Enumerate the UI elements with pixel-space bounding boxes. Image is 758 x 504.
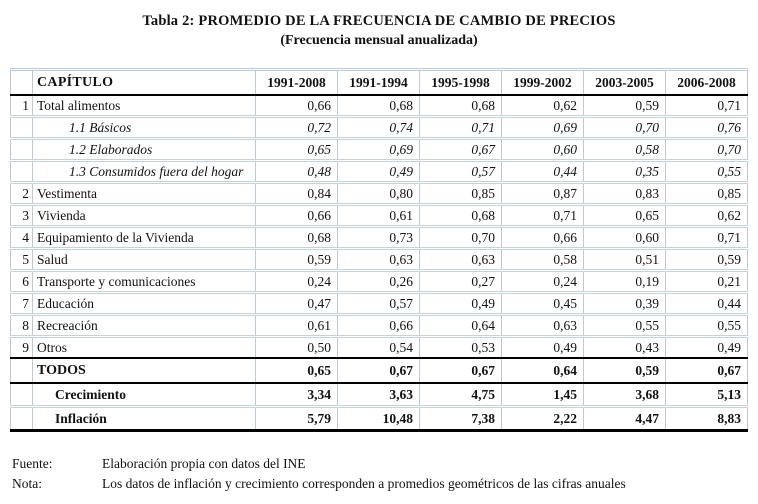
table-footer	[12, 456, 758, 492]
cell-value: 0,62	[502, 95, 584, 117]
cell-value: 3,68	[584, 383, 666, 407]
row-label: Educación	[33, 293, 256, 315]
cell-value: 4,47	[584, 407, 666, 431]
note-label: Nota:	[12, 476, 42, 491]
price-change-frequency-table	[10, 68, 748, 432]
cell-value: 0,68	[338, 95, 420, 117]
row-label: TODOS	[33, 358, 256, 383]
cell-value: 0,24	[256, 271, 338, 293]
table-row	[11, 383, 748, 407]
table-row	[11, 407, 748, 431]
row-label: Crecimiento	[33, 383, 256, 407]
cell-value: 0,66	[256, 95, 338, 117]
row-number	[11, 358, 33, 383]
cell-value: 0,43	[584, 337, 666, 359]
cell-value: 0,74	[338, 117, 420, 139]
row-label: Inflación	[33, 407, 256, 431]
row-label: Equipamiento de la Vivienda	[33, 227, 256, 249]
cell-value: 0,66	[256, 205, 338, 227]
row-label: Vestimenta	[33, 183, 256, 205]
row-number	[11, 383, 33, 407]
cell-value: 0,57	[420, 161, 502, 183]
cell-value: 0,48	[256, 161, 338, 183]
cell-value: 0,67	[420, 358, 502, 383]
cell-value: 0,59	[584, 95, 666, 117]
cell-value: 3,63	[338, 383, 420, 407]
source-label: Fuente:	[12, 456, 53, 471]
table-subtitle: (Frecuencia mensual anualizada)	[280, 33, 478, 48]
cell-value: 10,48	[338, 407, 420, 431]
cell-value: 0,63	[502, 315, 584, 337]
header-period-1999-2002: 1999-2002	[502, 70, 584, 96]
header-row	[11, 70, 748, 96]
cell-value: 0,59	[256, 249, 338, 271]
row-label: Total alimentos	[33, 95, 256, 117]
cell-value: 0,27	[420, 271, 502, 293]
cell-value: 0,85	[420, 183, 502, 205]
cell-value: 0,70	[420, 227, 502, 249]
cell-value: 0,80	[338, 183, 420, 205]
cell-value: 0,55	[666, 161, 748, 183]
row-number	[11, 117, 33, 139]
row-label: 1.1 Básicos	[33, 117, 256, 139]
cell-value: 0,71	[502, 205, 584, 227]
cell-value: 0,87	[502, 183, 584, 205]
cell-value: 0,57	[338, 293, 420, 315]
table-row	[11, 337, 748, 359]
cell-value: 0,76	[666, 117, 748, 139]
row-number	[11, 407, 33, 431]
header-period-1991-1994: 1991-1994	[338, 70, 420, 96]
row-label: Salud	[33, 249, 256, 271]
cell-value: 0,26	[338, 271, 420, 293]
cell-value: 0,53	[420, 337, 502, 359]
cell-value: 0,45	[502, 293, 584, 315]
cell-value: 0,83	[584, 183, 666, 205]
row-label: Transporte y comunicaciones	[33, 271, 256, 293]
table-row	[11, 227, 748, 249]
table-row	[11, 293, 748, 315]
cell-value: 0,70	[584, 117, 666, 139]
header-period-2006-2008: 2006-2008	[666, 70, 748, 96]
cell-value: 0,49	[666, 337, 748, 359]
cell-value: 0,71	[420, 117, 502, 139]
cell-value: 0,64	[420, 315, 502, 337]
cell-value: 5,13	[666, 383, 748, 407]
cell-value: 0,68	[420, 95, 502, 117]
cell-value: 0,44	[502, 161, 584, 183]
row-number: 4	[11, 227, 33, 249]
cell-value: 0,64	[502, 358, 584, 383]
row-label: 1.3 Consumidos fuera del hogar	[33, 161, 256, 183]
row-number: 6	[11, 271, 33, 293]
row-number: 8	[11, 315, 33, 337]
cell-value: 0,69	[502, 117, 584, 139]
cell-value: 2,22	[502, 407, 584, 431]
cell-value: 0,55	[666, 315, 748, 337]
cell-value: 0,50	[256, 337, 338, 359]
cell-value: 4,75	[420, 383, 502, 407]
cell-value: 0,68	[256, 227, 338, 249]
row-number: 2	[11, 183, 33, 205]
cell-value: 0,19	[584, 271, 666, 293]
note-line	[12, 476, 758, 492]
cell-value: 0,84	[256, 183, 338, 205]
cell-value: 0,55	[584, 315, 666, 337]
cell-value: 0,51	[584, 249, 666, 271]
cell-value: 0,61	[338, 205, 420, 227]
row-label: Otros	[33, 337, 256, 359]
header-capitulo: CAPÍTULO	[33, 70, 256, 96]
cell-value: 0,47	[256, 293, 338, 315]
cell-value: 0,60	[584, 227, 666, 249]
cell-value: 0,68	[420, 205, 502, 227]
cell-value: 0,66	[338, 315, 420, 337]
cell-value: 0,58	[502, 249, 584, 271]
table-row	[11, 117, 748, 139]
table-row	[11, 205, 748, 227]
cell-value: 0,59	[584, 358, 666, 383]
cell-value: 0,58	[584, 139, 666, 161]
cell-value: 0,70	[666, 139, 748, 161]
cell-value: 0,63	[338, 249, 420, 271]
row-number: 9	[11, 337, 33, 359]
cell-value: 0,24	[502, 271, 584, 293]
cell-value: 0,73	[338, 227, 420, 249]
row-label: Vivienda	[33, 205, 256, 227]
cell-value: 0,59	[666, 249, 748, 271]
cell-value: 0,54	[338, 337, 420, 359]
note-text: Los datos de inflación y crecimiento corresponden a promedios geométricos de las cifras anuales	[102, 476, 626, 491]
row-number: 1	[11, 95, 33, 117]
table-row	[11, 95, 748, 117]
header-period-1991-2008: 1991-2008	[256, 70, 338, 96]
cell-value: 0,49	[420, 293, 502, 315]
row-number: 7	[11, 293, 33, 315]
table-row	[11, 139, 748, 161]
cell-value: 1,45	[502, 383, 584, 407]
row-number: 3	[11, 205, 33, 227]
cell-value: 0,35	[584, 161, 666, 183]
cell-value: 0,39	[584, 293, 666, 315]
table-row	[11, 249, 748, 271]
table-row	[11, 161, 748, 183]
row-label: 1.2 Elaborados	[33, 139, 256, 161]
header-period-1995-1998: 1995-1998	[420, 70, 502, 96]
cell-value: 0,65	[584, 205, 666, 227]
header-period-2003-2005: 2003-2005	[584, 70, 666, 96]
table-row	[11, 315, 748, 337]
cell-value: 0,65	[256, 139, 338, 161]
cell-value: 0,49	[502, 337, 584, 359]
cell-value: 3,34	[256, 383, 338, 407]
cell-value: 0,71	[666, 227, 748, 249]
table-row	[11, 183, 748, 205]
cell-value: 0,69	[338, 139, 420, 161]
cell-value: 0,60	[502, 139, 584, 161]
source-text: Elaboración propia con datos del INE	[102, 456, 306, 471]
table-row	[11, 271, 748, 293]
row-label: Recreación	[33, 315, 256, 337]
cell-value: 0,62	[666, 205, 748, 227]
cell-value: 0,66	[502, 227, 584, 249]
cell-value: 7,38	[420, 407, 502, 431]
cell-value: 0,71	[666, 95, 748, 117]
cell-value: 0,65	[256, 358, 338, 383]
cell-value: 0,49	[338, 161, 420, 183]
row-number: 5	[11, 249, 33, 271]
source-line	[12, 456, 758, 472]
cell-value: 0,21	[666, 271, 748, 293]
cell-value: 0,67	[666, 358, 748, 383]
cell-value: 0,63	[420, 249, 502, 271]
cell-value: 0,67	[338, 358, 420, 383]
row-number	[11, 139, 33, 161]
cell-value: 0,44	[666, 293, 748, 315]
row-number	[11, 161, 33, 183]
cell-value: 0,72	[256, 117, 338, 139]
cell-value: 0,85	[666, 183, 748, 205]
cell-value: 0,67	[420, 139, 502, 161]
cell-value: 8,83	[666, 407, 748, 431]
table-row	[11, 358, 748, 383]
cell-value: 0,61	[256, 315, 338, 337]
table-title: Tabla 2: PROMEDIO DE LA FRECUENCIA DE CAMBIO DE PRECIOS	[142, 13, 616, 29]
header-number-cell	[11, 70, 33, 96]
cell-value: 5,79	[256, 407, 338, 431]
